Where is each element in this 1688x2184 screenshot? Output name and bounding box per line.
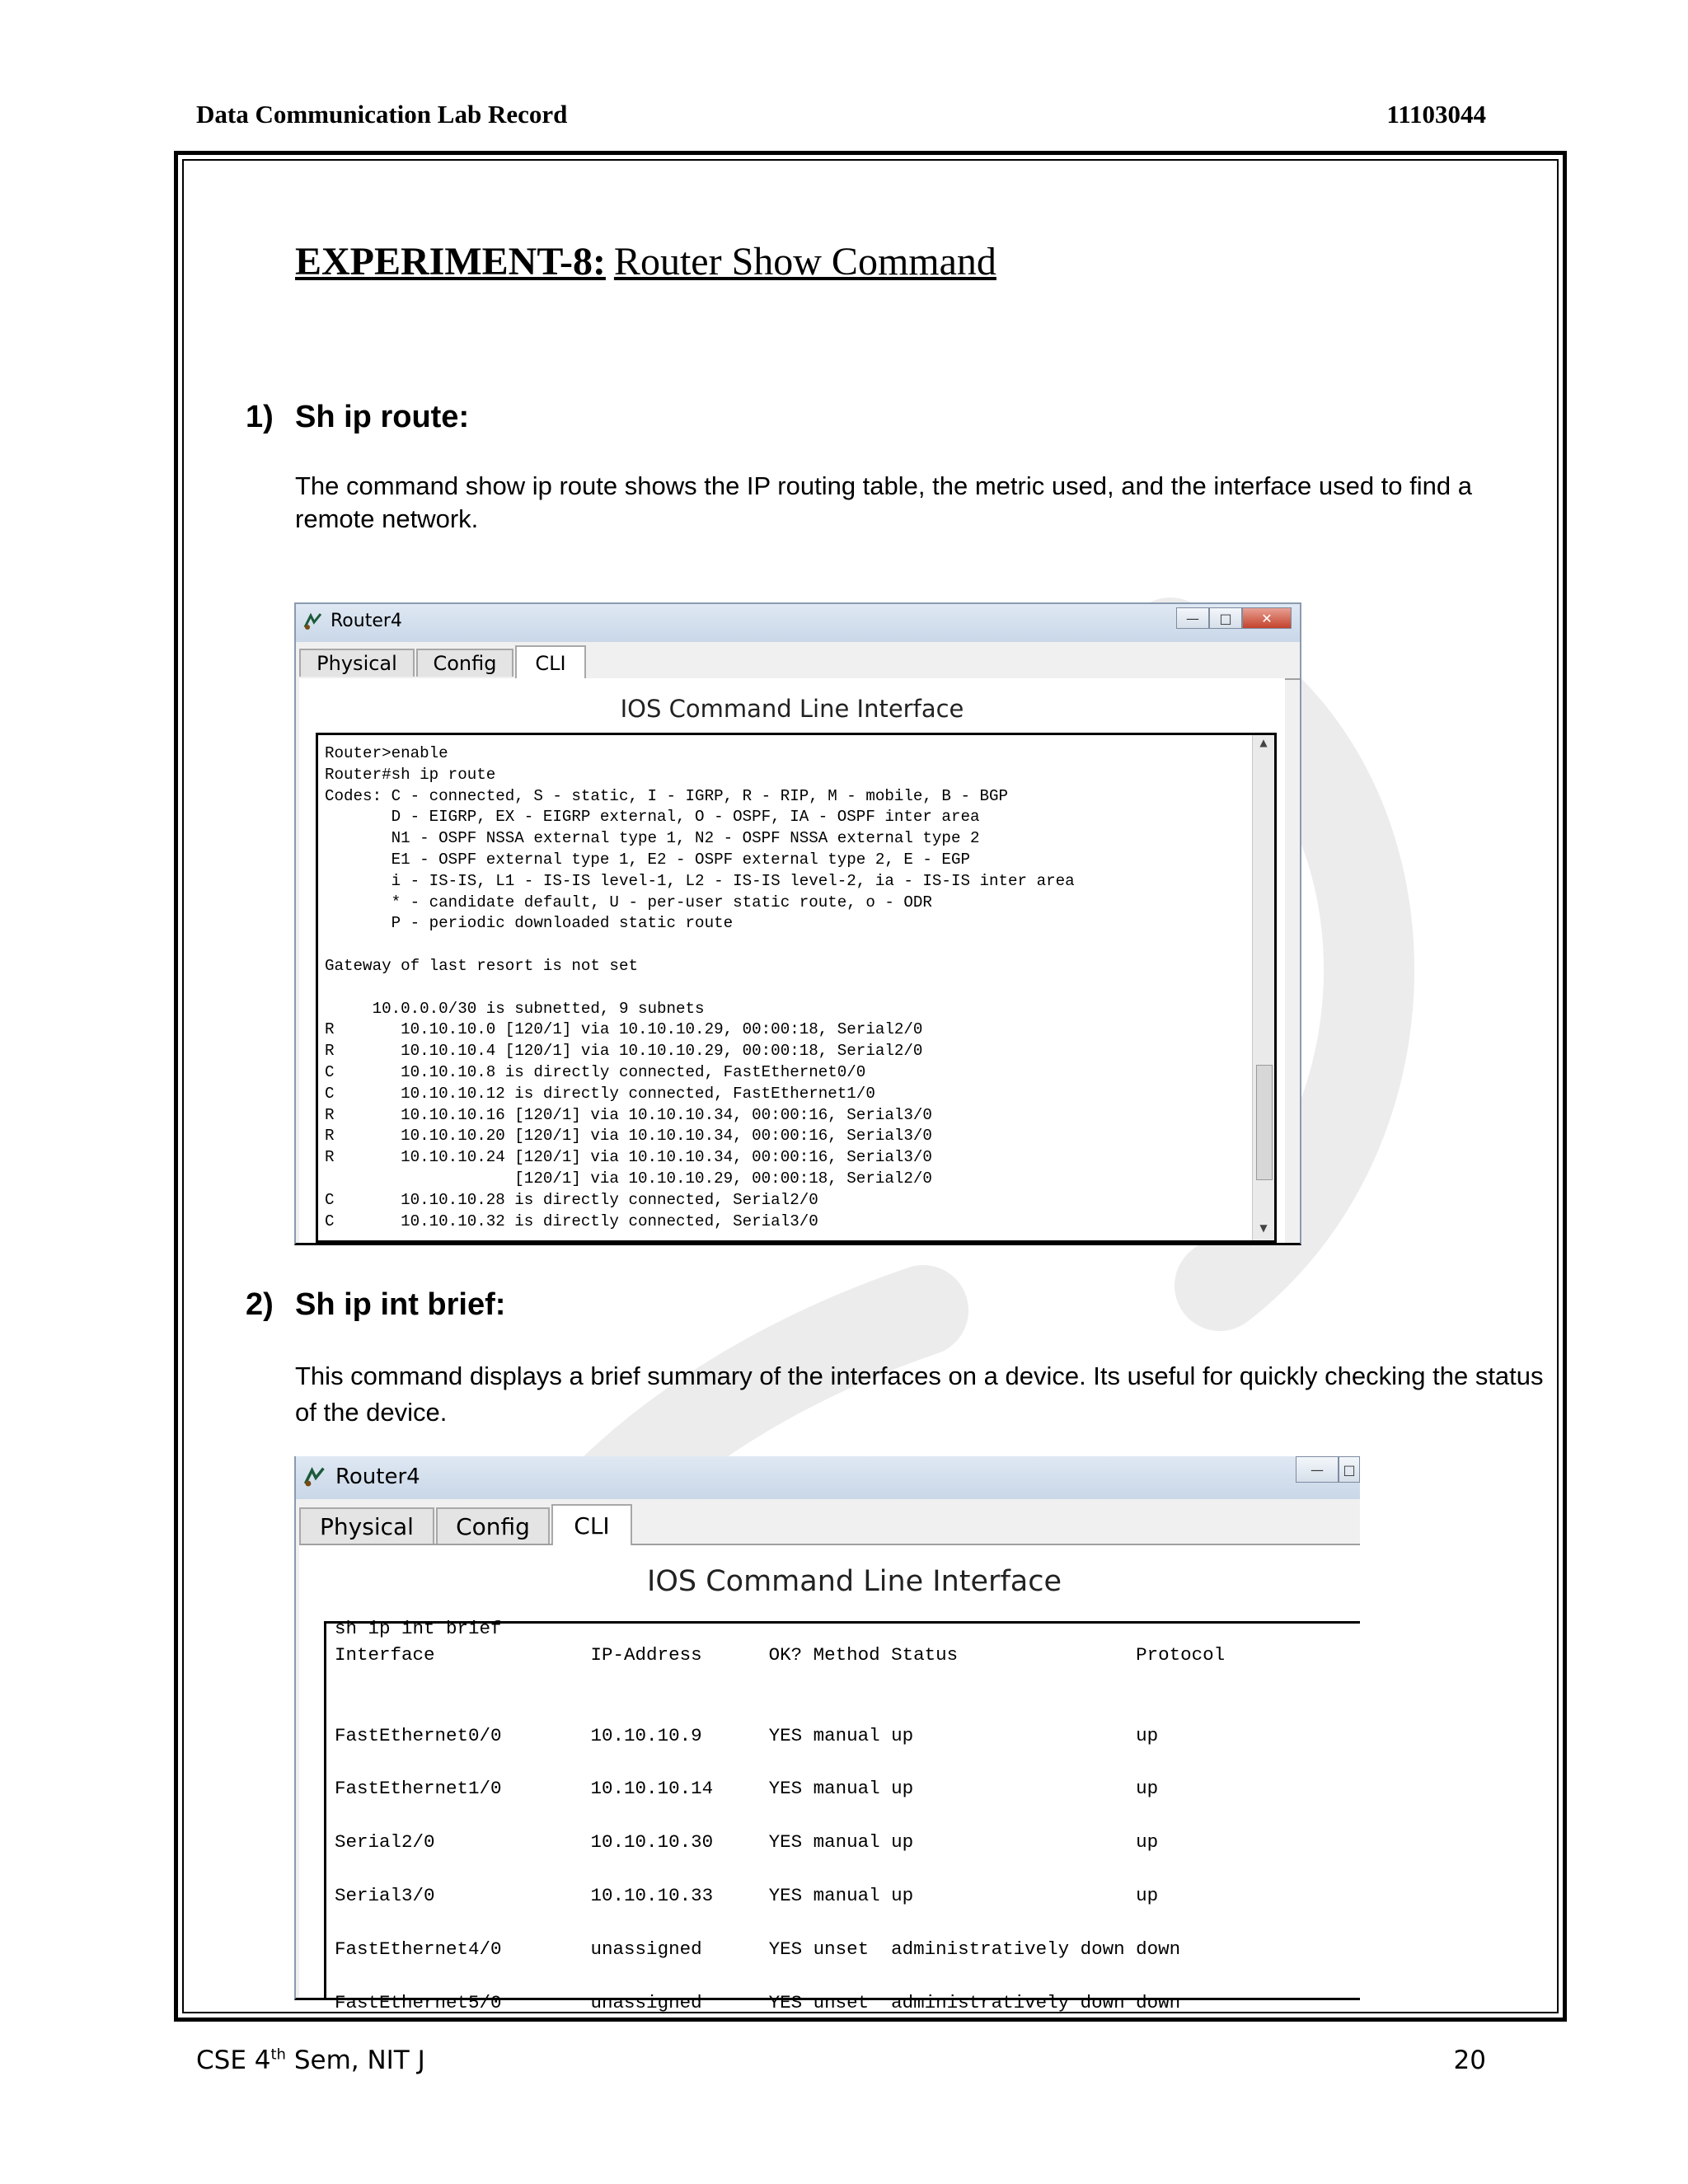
section-2-heading [246,1287,505,1323]
section-2-number: 2) [246,1287,274,1322]
cli-output: sh ip int brief Interface IP-Address OK? Method Status Protocol FastEthernet0/0 10.10.10.9 YES manual up up FastEthernet1/0 10.10.10.14 YES manual up up Serial2/0 10.10.10.30 YES manual up up Serial3/0 10.10.10.33 YES manual up up FastEthernet4/0 unassigned YES unset administratively down down FastEthernet5/0 unassigned YES unset administratively down down [335,1618,1226,2013]
tab-config[interactable]: Config [416,649,513,677]
cli-output: Router>enable Router#sh ip route Codes: C - connected, S - static, I - IGRP, R - RIP, M - mobile, B - BGP D - EIGRP, EX - EIGRP external, O - OSPF, IA - OSPF inter area N1 - OSPF NSSA external type 1, N2 - OSPF NSSA external type 2 E1 - OSPF external type 1, E2 - OSPF external type 2, E - EGP i - IS-IS, L1 - IS-IS level-1, L2 - IS-IS level-2, ia - IS-IS inter area * - candidate default, U - per-user static route, o - ODR P - periodic downloaded static route Gateway of last resort is not set 10.0.0.0/30 is subnetted, 9 subnets R 10.10.10.0 [120/1] via 10.10.10.29, 00:00:18, Serial2/0 R 10.10.10.4 [120/1] via 10.10.10.29, 00:00:18, Serial2/0 C 10.10.10.8 is directly connected, FastEthernet0/0 C 10.10.10.12 is directly connected, FastEthernet1/0 R 10.10.10.16 [120/1] via 10.10.10.34, 00:00:16, Serial3/0 R 10.10.10.20 [120/1] via 10.10.10.34, 00:00:16, Serial3/0 R 10.10.10.24 [120/1] via 10.10.10.34, 00:00:16, Serial3/0 [120/1] via 10.10.10.29, 00:00:18, Serial2/0 C 10.10.10.28 is directly connected, Serial2/0 C 10.10.10.32 is directly connected, Serial3/0 [325,744,1075,1230]
minimize-icon[interactable]: — [1176,607,1209,629]
window-1-title: Router4 [331,611,402,631]
footer-course-sup: th [270,2046,286,2064]
page-header-roll-number: 11103044 [1386,100,1486,129]
scroll-up-icon[interactable]: ▲ [1259,737,1268,748]
cli-heading: IOS Command Line Interface [620,695,964,723]
cli-console[interactable] [316,733,1277,1243]
tab-config[interactable]: Config [436,1507,550,1544]
window-1-cli-panel [299,678,1285,1243]
window-2-cli-panel [299,1545,1360,2013]
tab-cli[interactable]: CLI [515,645,586,680]
page-header-title: Data Communication Lab Record [196,100,568,129]
cli-console[interactable] [324,1618,1360,2013]
section-1-title: Sh ip route: [295,400,470,434]
maximize-icon[interactable]: □ [1209,607,1242,629]
window-2-title: Router4 [335,1465,420,1489]
scroll-thumb[interactable] [1256,1065,1273,1180]
footer-course-prefix: CSE 4 [196,2046,271,2075]
router-app-icon [302,611,324,632]
window-1-controls [1176,607,1292,630]
footer-course-suffix: Sem, NIT J [285,2046,425,2075]
window-2-controls [1296,1456,1360,1479]
experiment-name: Router Show Command [613,240,996,284]
section-2-title: Sh ip int brief: [295,1287,506,1322]
scroll-down-icon[interactable]: ▼ [1259,1222,1268,1234]
window-1-tabs [299,645,1300,680]
close-icon[interactable]: ✕ [1242,607,1292,629]
tab-physical[interactable]: Physical [299,649,415,677]
router-window-2 [294,1456,1360,2013]
window-2-titlebar[interactable] [296,1456,1360,1499]
experiment-label: EXPERIMENT-8: [295,240,606,284]
tab-cli[interactable]: CLI [551,1504,632,1545]
experiment-title [295,239,996,284]
window-1-titlebar[interactable] [296,604,1300,642]
section-1-number: 1) [246,400,274,434]
minimize-icon[interactable]: — [1296,1456,1339,1483]
router-app-icon [302,1465,327,1489]
router-window-1 [294,602,1301,1245]
section-2-description: This command displays a brief summary of the interfaces on a device. Its useful for quickly checking the status of the device. [295,1361,1544,1427]
cli-heading: IOS Command Line Interface [647,1565,1062,1598]
page-number: 20 [1453,2046,1486,2075]
maximize-icon[interactable]: □ [1339,1456,1360,1483]
console-scrollbar[interactable] [1252,735,1274,1240]
section-1-description: The command show ip route shows the IP routing table, the metric used, and the interface used to find a remote network. [295,471,1472,533]
page-footer-course [196,2046,425,2075]
section-1-heading [246,400,469,435]
tab-physical[interactable]: Physical [299,1507,434,1544]
window-2-tabs [299,1504,1360,1545]
